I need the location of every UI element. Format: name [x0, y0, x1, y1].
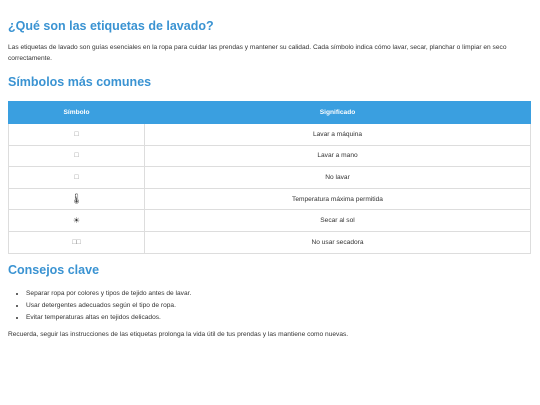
- meaning-cell: No lavar: [145, 167, 531, 189]
- intro-paragraph: Las etiquetas de lavado son guías esenciales en la ropa para cuidar las prendas y mantener su calidad. Cada símbolo indica cómo lavar, secar, planchar o limpiar en seco correctamente.: [8, 44, 507, 62]
- column-header-symbol: Símbolo: [9, 102, 145, 124]
- machine-wash-icon: □: [74, 130, 79, 138]
- tips-list: [8, 288, 191, 324]
- symbols-table: [8, 101, 531, 254]
- table-row: [9, 124, 531, 146]
- thermometer-icon: 🌡: [70, 193, 83, 205]
- table-row: [9, 231, 531, 253]
- table-row: [9, 188, 531, 210]
- closing-paragraph: Recuerda, seguir las instrucciones de las etiquetas prolonga la vida útil de tus prendas y las mantiene como nuevas.: [8, 331, 349, 338]
- column-header-meaning: Significado: [145, 102, 531, 124]
- symbols-heading: Símbolos más comunes: [8, 75, 152, 89]
- meaning-cell: Lavar a máquina: [145, 124, 531, 146]
- table-header-row: [9, 102, 531, 124]
- tips-heading: Consejos clave: [8, 263, 100, 277]
- hand-wash-icon: □: [74, 152, 79, 160]
- no-tumble-dry-icon: □□: [72, 238, 81, 246]
- do-not-wash-icon: □: [74, 173, 79, 181]
- meaning-cell: Secar al sol: [145, 210, 531, 232]
- meaning-cell: Lavar a mano: [145, 145, 531, 167]
- list-item: • Usar detergentes adecuados según el tipo de ropa.: [26, 300, 191, 312]
- page-title: ¿Qué son las etiquetas de lavado?: [8, 19, 214, 33]
- table-row: [9, 145, 531, 167]
- list-item: • Separar ropa por colores y tipos de tejido antes de lavar.: [26, 288, 191, 300]
- meaning-cell: Temperatura máxima permitida: [145, 188, 531, 210]
- table-row: [9, 167, 531, 189]
- table-row: [9, 210, 531, 232]
- meaning-cell: No usar secadora: [145, 231, 531, 253]
- sun-icon: ☀: [72, 216, 81, 226]
- list-item: • Evitar temperaturas altas en tejidos delicados.: [26, 312, 191, 324]
